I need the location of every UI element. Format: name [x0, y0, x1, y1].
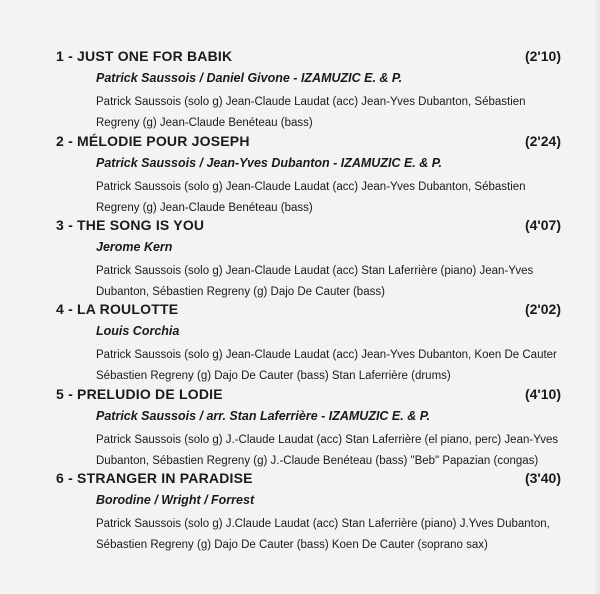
- track-duration: (2'24): [524, 133, 561, 149]
- track-composer: Jerome Kern: [96, 240, 173, 254]
- personnel-line: Regreny (g) Jean-Claude Benéteau (bass): [96, 202, 313, 214]
- track-composer: Patrick Saussois / arr. Stan Laferrière - IZAMUZIC E. & P.: [96, 409, 430, 423]
- personnel-line: Sébastien Regreny (g) Dajo De Cauter (bass) Koen De Cauter (soprano sax): [96, 539, 488, 551]
- track-duration: (2'02): [524, 301, 561, 317]
- personnel-line: Patrick Saussois (solo g) J.Claude Laudat (acc) Stan Laferrière (piano) J.Yves Dubanton,: [96, 518, 550, 530]
- track-duration: (3'40): [524, 470, 561, 486]
- track-title: 3 - THE SONG IS YOU: [56, 217, 205, 233]
- track-composer: Louis Corchia: [96, 324, 180, 338]
- track-2: [56, 133, 561, 219]
- track-title: 2 - MÉLODIE POUR JOSEPH: [56, 133, 250, 149]
- track-title: 6 - STRANGER IN PARADISE: [56, 470, 253, 486]
- track-personnel: [96, 92, 576, 134]
- track-duration: (2'10): [524, 48, 561, 64]
- track-personnel: [96, 177, 576, 219]
- track-3: [56, 217, 561, 303]
- personnel-line: Patrick Saussois (solo g) Jean-Claude Laudat (acc) Stan Laferrière (piano) Jean-Yves: [96, 265, 534, 277]
- track-title: 1 - JUST ONE FOR BABIK: [56, 48, 233, 64]
- personnel-line: Patrick Saussois (solo g) J.-Claude Laudat (acc) Stan Laferrière (el piano, perc) Jean-Yves: [96, 434, 559, 446]
- track-1: [56, 48, 561, 134]
- track-header: [56, 470, 561, 490]
- track-personnel: [96, 514, 576, 556]
- personnel-line: Regreny (g) Jean-Claude Benéteau (bass): [96, 117, 313, 129]
- track-composer: Patrick Saussois / Daniel Givone - IZAMUZIC E. & P.: [96, 71, 403, 85]
- track-header: [56, 48, 561, 68]
- track-personnel: [96, 261, 576, 303]
- track-personnel: [96, 345, 576, 387]
- track-6: [56, 470, 561, 556]
- track-header: [56, 301, 561, 321]
- track-composer: Patrick Saussois / Jean-Yves Dubanton - IZAMUZIC E. & P.: [96, 156, 442, 170]
- track-duration: (4'07): [524, 217, 561, 233]
- page-edge-shadow: [594, 0, 600, 594]
- personnel-line: Dubanton, Sébastien Regreny (g) J.-Claude Benéteau (bass) "Beb" Papazian (congas): [96, 455, 539, 467]
- track-title: 5 - PRELUDIO DE LODIE: [56, 386, 223, 402]
- track-header: [56, 133, 561, 153]
- track-personnel: [96, 430, 576, 472]
- personnel-line: Patrick Saussois (solo g) Jean-Claude Laudat (acc) Jean-Yves Dubanton, Koen De Cauter: [96, 349, 557, 361]
- track-duration: (4'10): [524, 386, 561, 402]
- personnel-line: Patrick Saussois (solo g) Jean-Claude Laudat (acc) Jean-Yves Dubanton, Sébastien: [96, 96, 526, 108]
- track-title: 4 - LA ROULOTTE: [56, 301, 179, 317]
- track-4: [56, 301, 561, 387]
- track-5: [56, 386, 561, 472]
- track-header: [56, 386, 561, 406]
- track-header: [56, 217, 561, 237]
- personnel-line: Patrick Saussois (solo g) Jean-Claude Laudat (acc) Jean-Yves Dubanton, Sébastien: [96, 181, 526, 193]
- track-composer: Borodine / Wright / Forrest: [96, 493, 255, 507]
- personnel-line: Sébastien Regreny (g) Dajo De Cauter (bass) Stan Laferrière (drums): [96, 370, 451, 382]
- personnel-line: Dubanton, Sébastien Regreny (g) Dajo De Cauter (bass): [96, 286, 385, 298]
